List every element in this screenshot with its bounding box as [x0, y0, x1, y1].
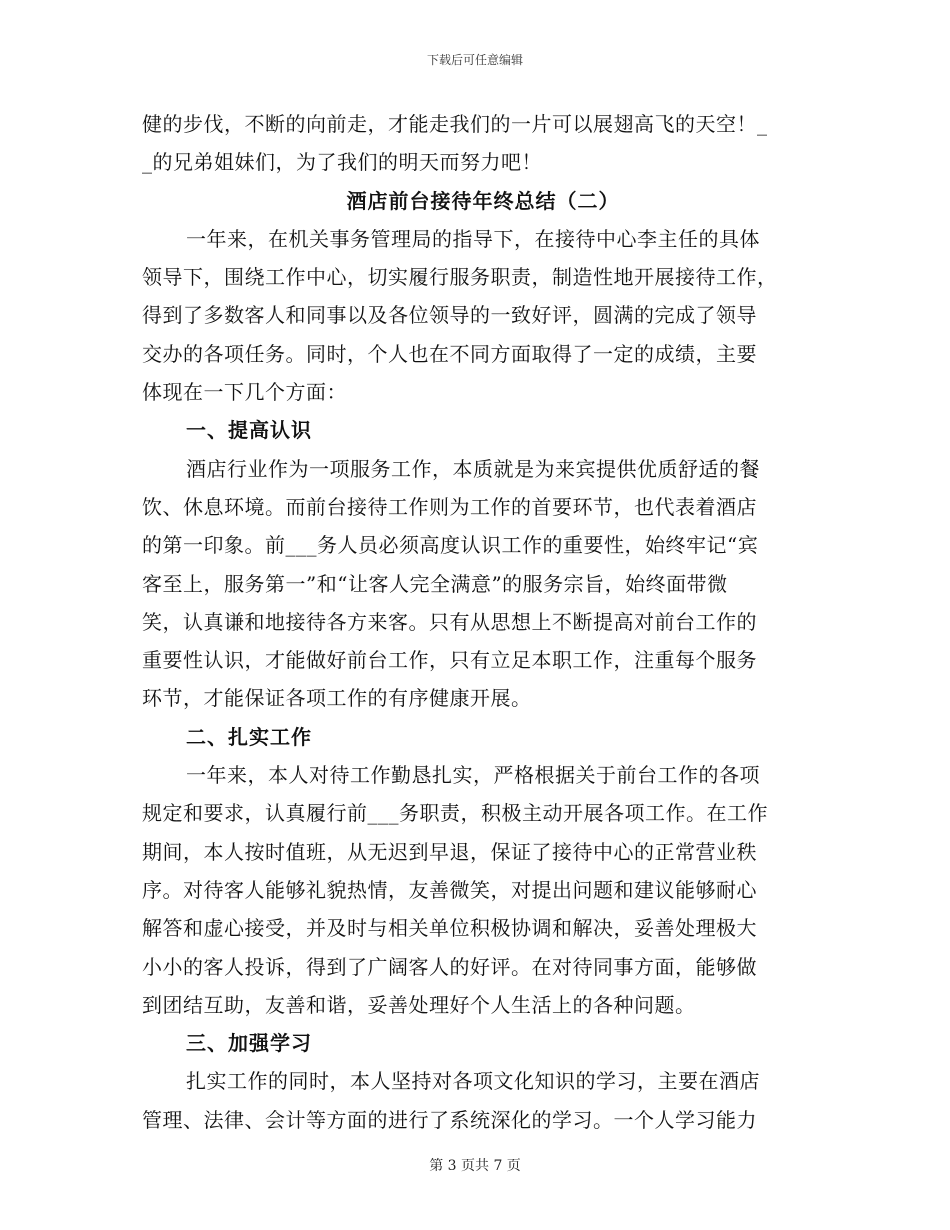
paragraph-line: 小小的客人投诉，得到了广阔客人的好评。在对待同事方面，能够做: [142, 954, 757, 979]
paragraph-line: 规定和要求，认真履行前___务职责，积极主动开展各项工作。在工作: [142, 801, 768, 826]
paragraph-line: 饮、休息环境。而前台接待工作则为工作的首要环节，也代表着酒店: [142, 494, 757, 519]
paragraph-line: 体现在一下几个方面：: [142, 380, 347, 405]
paragraph-line: _的兄弟姐妹们，为了我们的明天而努力吧！: [142, 150, 542, 175]
paragraph-line: 一年来，在机关事务管理局的指导下，在接待中心李主任的具体: [186, 226, 760, 251]
page-footer: 第 3 页共 7 页: [429, 1158, 521, 1174]
paragraph-line: 环节，才能保证各项工作的有序健康开展。: [142, 686, 532, 711]
document-body: [142, 114, 810, 1148]
paragraph-line: 一年来，本人对待工作勤恳扎实，严格根据关于前台工作的各项: [186, 763, 760, 788]
paragraph-line: 笑，认真谦和地接待各方来客。只有从思想上不断提高对前台工作的: [142, 609, 757, 634]
section-heading: 二、扎实工作: [186, 724, 312, 749]
paragraph-line: 得到了多数客人和同事以及各位领导的一致好评，圆满的完成了领导: [142, 303, 757, 328]
paragraph-line: 期间，本人按时值班，从无迟到早退，保证了接待中心的正常营业秩: [142, 839, 757, 864]
section-heading: 一、提高认识: [186, 418, 312, 443]
paragraph-line: 到团结互助，友善和谐，妥善处理好个人生活上的各种问题。: [142, 992, 696, 1017]
paragraph-line: 扎实工作的同时，本人坚持对各项文化知识的学习，主要在酒店: [186, 1069, 760, 1094]
paragraph-line: 管理、法律、会计等方面的进行了系统深化的学习。一个人学习能力: [142, 1107, 757, 1132]
paragraph-line: 的第一印象。前___务人员必须高度认识工作的重要性，始终牢记“宾: [142, 533, 759, 558]
paragraph-line: 客至上，服务第一”和“让客人完全满意”的服务宗旨，始终面带微: [142, 571, 728, 596]
paragraph-line: 重要性认识，才能做好前台工作，只有立足本职工作，注重每个服务: [142, 648, 757, 673]
paragraph-line: 领导下，围绕工作中心，切实履行服务职责，制造性地开展接待工作，: [142, 265, 778, 290]
document-title: 酒店前台接待年终总结（二）: [346, 188, 620, 213]
section-heading: 三、加强学习: [186, 1031, 312, 1056]
paragraph-line: 解答和虚心接受，并及时与相关单位积极协调和解决，妥善处理极大: [142, 916, 757, 941]
paragraph-line: 健的步伐，不断的向前走，才能走我们的一片可以展翅高飞的天空！_: [142, 112, 768, 136]
paragraph-line: 酒店行业作为一项服务工作，本质就是为来宾提供优质舒适的餐: [186, 456, 760, 481]
page-header: 下载后可任意编辑: [426, 53, 523, 67]
paragraph-line: 序。对待客人能够礼貌热情，友善微笑，对提出问题和建议能够耐心: [142, 877, 757, 902]
paragraph-line: 交办的各项任务。同时，个人也在不同方面取得了一定的成绩，主要: [142, 341, 757, 366]
